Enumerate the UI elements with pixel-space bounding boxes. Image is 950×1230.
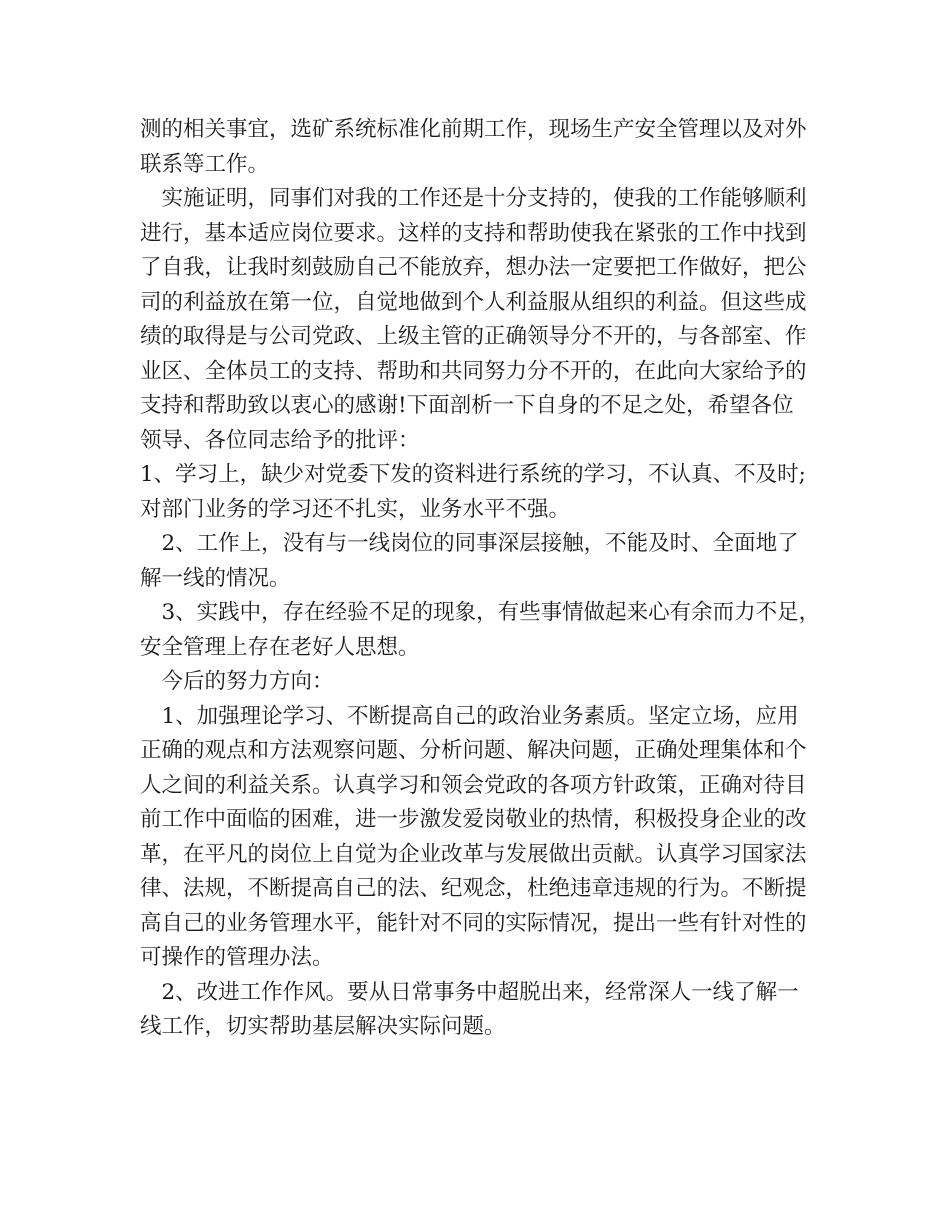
text-line: 实施证明，同事们对我的工作还是十分支持的，使我的工作能够顺利 <box>140 186 807 211</box>
text-line: 2、改进工作作风。要从日常事务中超脱出来，经常深人一线了解一 <box>140 979 799 1005</box>
text-line: 业区、全体员工的支持、帮助和共同努力分不开的，在此向大家给予的 <box>140 358 807 384</box>
text-line: 高自己的业务管理水平，能针对不同的实际情况，提出一些有针对性的 <box>140 910 807 936</box>
text-line: 联系等工作。 <box>140 151 270 177</box>
text-line: 测的相关事宜，选矿系统标准化前期工作，现场生产安全管理以及对外 <box>140 117 807 142</box>
text-line: 正确的观点和方法观察问题、分析问题、解决问题，正确处理集体和个 <box>140 738 807 763</box>
document-body <box>140 113 820 1045</box>
text-line: 律、法规，不断提高自己的法、纪观念，杜绝违章违规的行为。不断提 <box>140 876 807 901</box>
text-line: 人之间的利益关系。认真学习和领会党政的各项方针政策，正确对待目 <box>140 772 807 798</box>
text-line: 革，在平凡的岗位上自觉为企业改革与发展做出贡献。认真学习国家法 <box>140 841 807 867</box>
text-line: 绩的取得是与公司党政、上级主管的正确领导分不开的，与各部室、作 <box>140 324 807 349</box>
text-line: 对部门业务的学习还不扎实，业务水平不强。 <box>140 496 571 522</box>
text-line: 1、加强理论学习、不断提高自己的政治业务素质。坚定立场，应用 <box>140 703 799 729</box>
text-line: 前工作中面临的困难，进一步激发爱岗敬业的热情，积极投身企业的改 <box>140 807 807 832</box>
text-line: 领导、各位同志给予的批评： <box>140 427 420 453</box>
text-line: 今后的努力方向： <box>140 669 334 694</box>
text-line: 可操作的管理办法。 <box>140 945 334 970</box>
text-line: 支持和帮助致以衷心的感谢!下面剖析一下自身的不足之处，希望各位 <box>140 393 794 418</box>
text-line: 线工作，切实帮助基层解决实际问题。 <box>140 1014 506 1039</box>
text-line: 了自我，让我时刻鼓励自己不能放弃，想办法一定要把工作做好，把公 <box>140 255 807 280</box>
text-line: 司的利益放在第一位，自觉地做到个人利益服从组织的利益。但这些成 <box>140 289 807 315</box>
text-line: 2、工作上，没有与一线岗位的同事深层接触，不能及时、全面地了 <box>140 531 799 556</box>
text-line: 3、实践中，存在经验不足的现象，有些事情做起来心有余而力不足， <box>140 600 820 625</box>
text-line: 安全管理上存在老好人思想。 <box>140 634 420 660</box>
text-line: 进行，基本适应岗位要求。这样的支持和帮助使我在紧张的工作中找到 <box>140 220 807 246</box>
text-line: 解一线的情况。 <box>140 565 291 591</box>
text-line: 1、学习上，缺少对党委下发的资料进行系统的学习，不认真、不及时; <box>140 462 806 487</box>
